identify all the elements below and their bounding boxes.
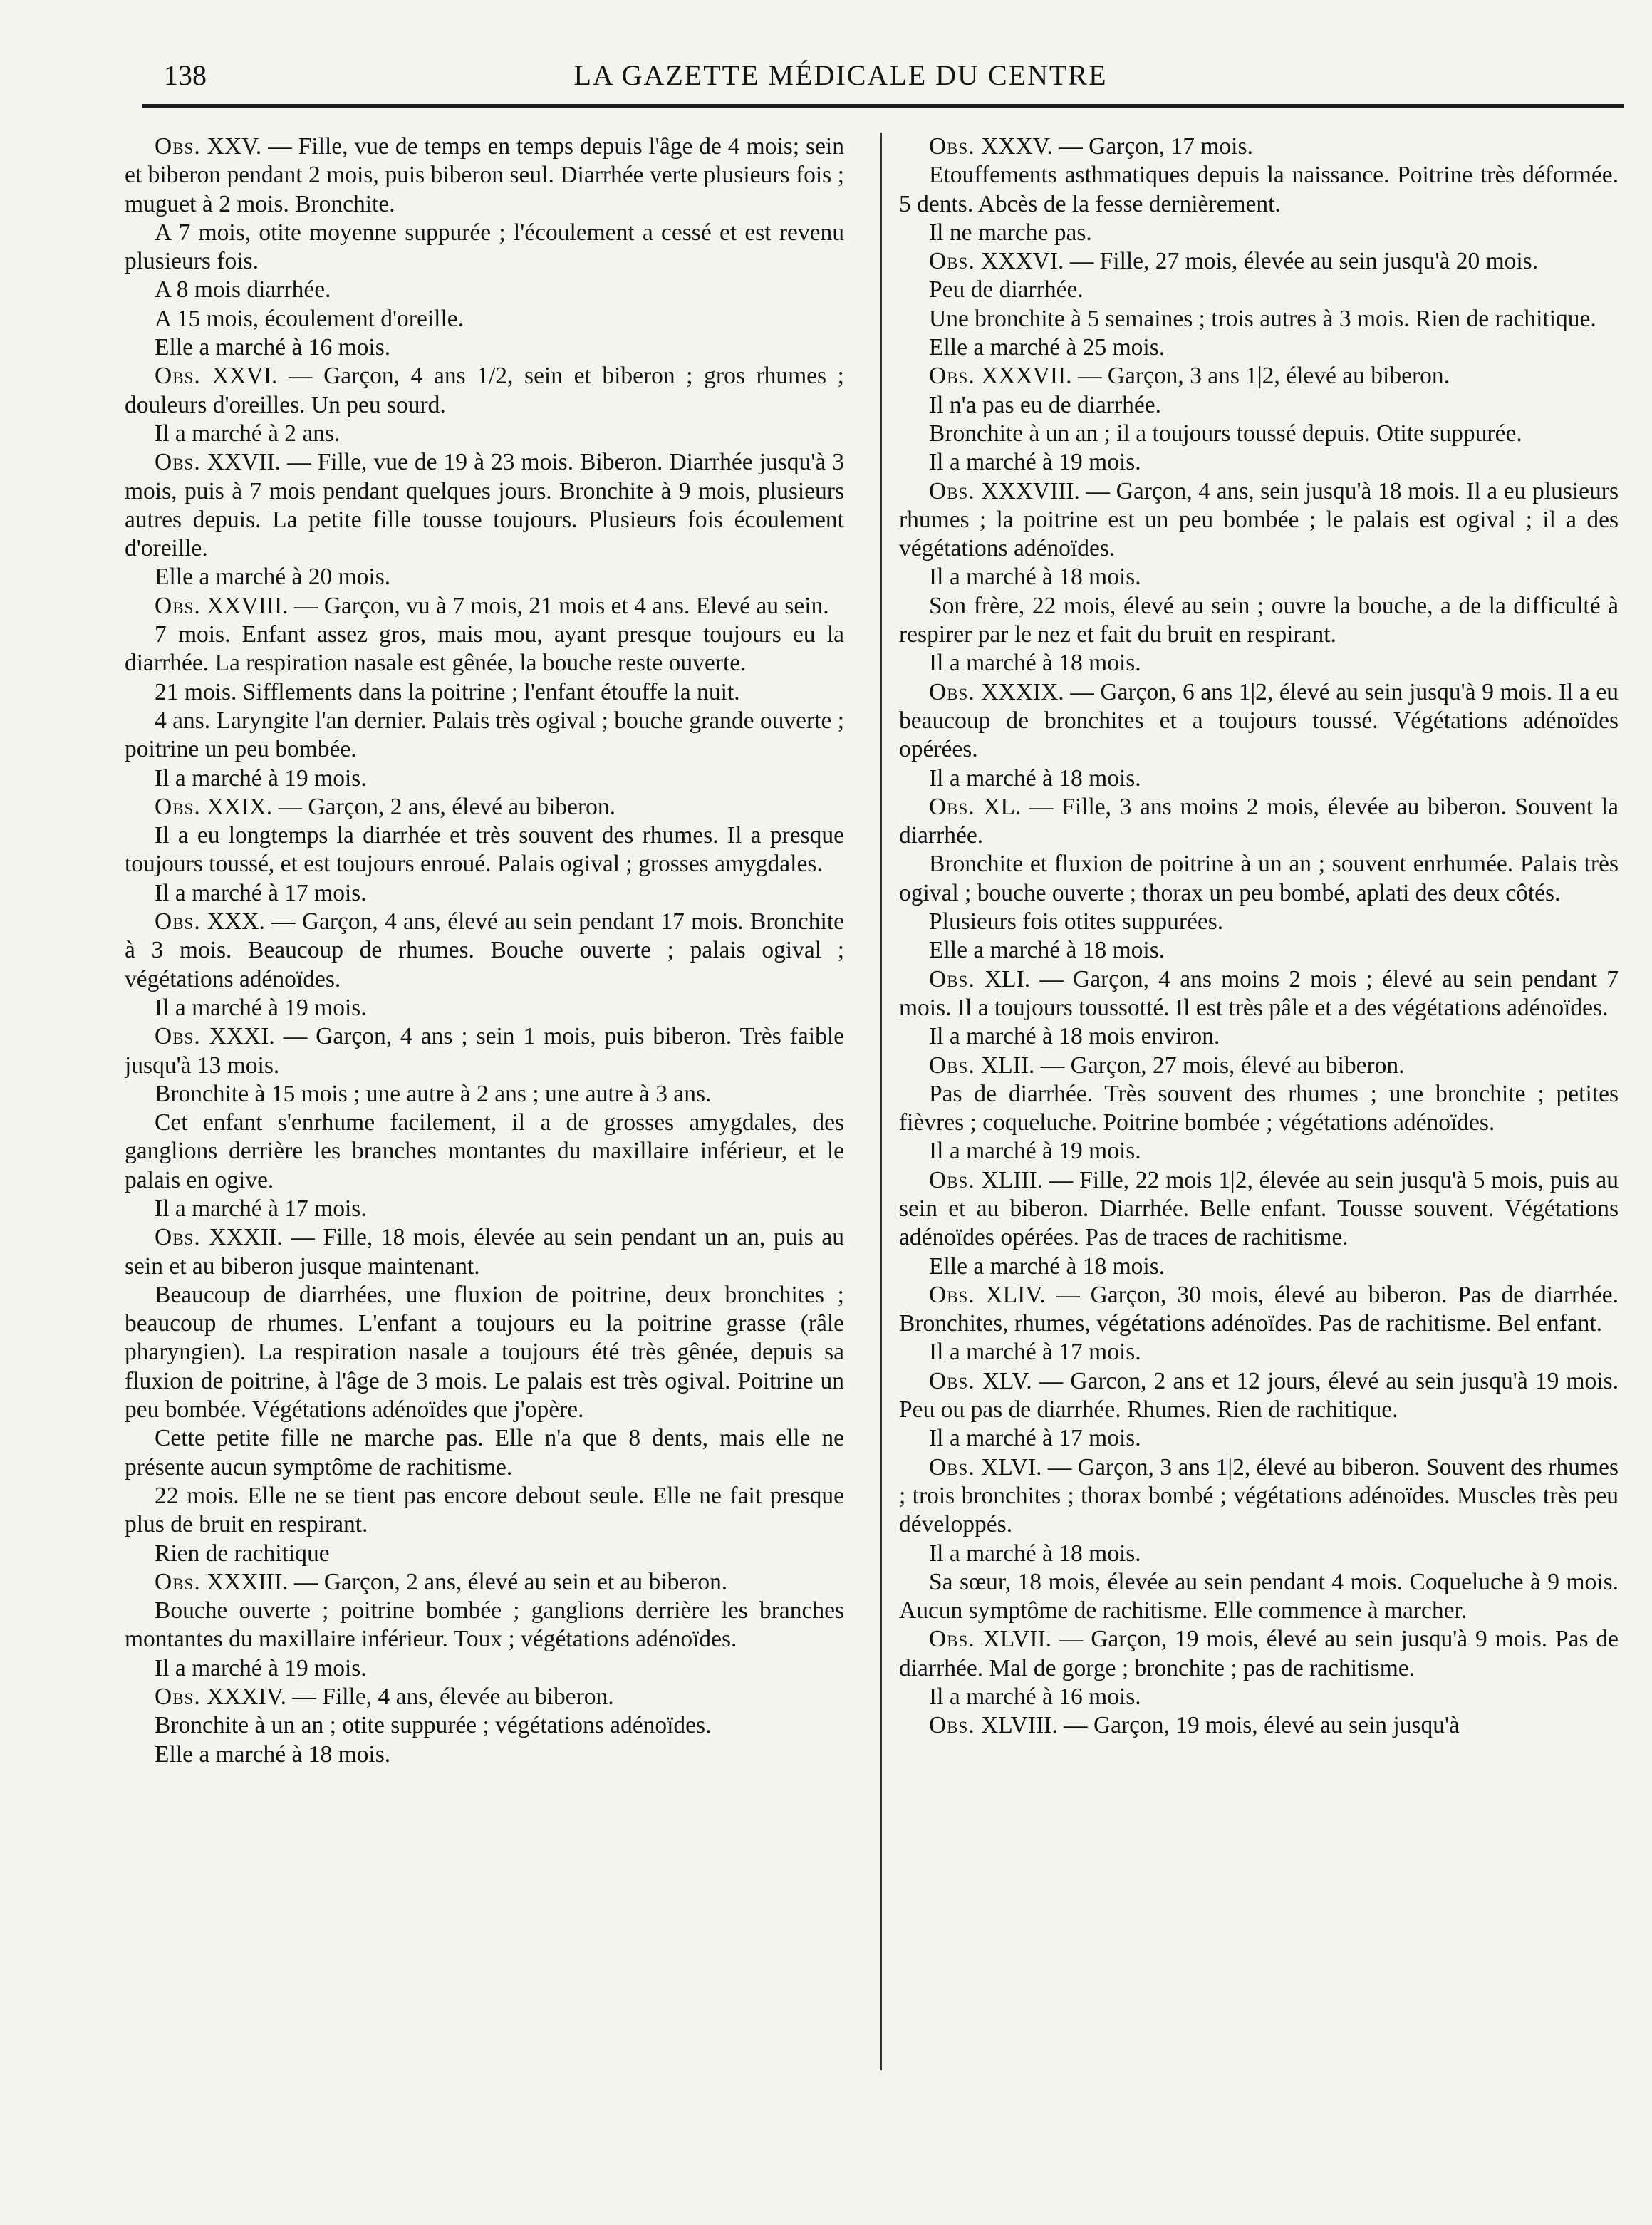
observation-heading	[125, 1683, 844, 1711]
paragraph-text: Une bronchite à 5 semaines ; trois autres à 3 mois. Rien de rachitique.	[929, 305, 1596, 332]
observation-heading	[125, 362, 844, 420]
obs-label: Obs.	[929, 248, 975, 275]
paragraph-text: Il n'a pas eu de diarrhée.	[929, 391, 1161, 418]
observation-heading	[125, 592, 844, 621]
paragraph	[899, 333, 1619, 362]
paragraph	[899, 850, 1619, 908]
obs-label: Obs.	[155, 1568, 201, 1595]
paragraph-text: Plusieurs fois otites suppurées.	[929, 908, 1224, 935]
paragraph-text: Beaucoup de diarrhées, une fluxion de poitrine, deux bronchites ; beaucoup de rhumes. L'enfant a toujours eu la poitrine grasse (râle pharyngien). La respiration nasale a toujours été très gênée, depuis sa fluxion de poitrine, à l'âge de 3 mois. Le palais est très ogival. Poitrine un peu bombée. Végétations adénoïdes que j'opère.	[125, 1281, 844, 1423]
observation-heading	[125, 1022, 844, 1080]
paragraph	[899, 592, 1619, 650]
paragraph-text: XLIV. — Garçon, 30 mois, élevé au biberon. Pas de diarrhée. Bronchites, rhumes, végétations adénoïdes. Pas de rachitisme. Bel enfant.	[899, 1281, 1619, 1337]
paragraph-text: Bouche ouverte ; poitrine bombée ; ganglions derrière les branches montantes du maxillaire inférieur. Toux ; végétations adénoïdes.	[125, 1597, 844, 1653]
paragraph-text: Il a marché à 18 mois.	[929, 764, 1141, 792]
obs-label: Obs.	[929, 133, 975, 160]
paragraph-text: XXV. — Fille, vue de temps en temps depuis l'âge de 4 mois; sein et biberon pendant 2 mois, puis biberon seul. Diarrhée verte plusieurs fois ; muguet à 2 mois. Bronchite.	[125, 133, 844, 217]
paragraph-text: 21 mois. Sifflements dans la poitrine ; l'enfant étouffe la nuit.	[155, 678, 740, 705]
paragraph-text: Bronchite à un an ; otite suppurée ; végétations adénoïdes.	[155, 1712, 712, 1739]
paragraph-text: XLVI. — Garçon, 3 ans 1|2, élevé au biberon. Souvent des rhumes ; trois bronchites ; thorax bombé ; végétations adénoïdes. Muscles très peu développés.	[899, 1453, 1619, 1538]
paragraph-text: XXVII. — Fille, vue de 19 à 23 mois. Biberon. Diarrhée jusqu'à 3 mois, puis à 7 mois pendant quelques jours. Bronchite à 9 mois, plusieurs autres depuis. La petite fille tousse toujours. Plusieurs fois écoulement d'oreille.	[125, 449, 844, 562]
observation-heading	[899, 133, 1619, 161]
paragraph-text: XXXVII. — Garçon, 3 ans 1|2, élevé au biberon.	[975, 363, 1450, 390]
paragraph-text: Elle a marché à 16 mois.	[155, 334, 391, 361]
observation-heading	[899, 1453, 1619, 1540]
paragraph	[125, 678, 844, 707]
paragraph	[899, 764, 1619, 793]
paragraph-text: A 8 mois diarrhée.	[155, 276, 331, 304]
obs-label: Obs.	[929, 363, 975, 390]
paragraph-text: Il a marché à 2 ans.	[155, 420, 341, 447]
paragraph-text: Il a marché à 18 mois.	[929, 650, 1141, 677]
paragraph-text: Il ne marche pas.	[929, 219, 1092, 246]
paragraph-text: 4 ans. Laryngite l'an dernier. Palais très ogival ; bouche grande ouverte ; poitrine un peu bombée.	[125, 707, 844, 763]
paragraph-text: Il a marché à 17 mois.	[155, 1195, 367, 1222]
observation-heading	[899, 1166, 1619, 1252]
obs-label: Obs.	[155, 793, 201, 820]
right-column	[899, 133, 1619, 2099]
paragraph-text: Il a marché à 17 mois.	[155, 879, 367, 906]
paragraph	[899, 276, 1619, 304]
observation-heading	[899, 247, 1619, 276]
paragraph	[899, 1540, 1619, 1568]
obs-label: Obs.	[929, 1712, 975, 1739]
paragraph-text: Il a marché à 18 mois.	[929, 564, 1141, 591]
paragraph	[899, 563, 1619, 591]
paragraph-text: Elle a marché à 25 mois.	[929, 334, 1165, 361]
paragraph	[125, 879, 844, 908]
obs-label: Obs.	[155, 133, 201, 160]
paragraph	[899, 1022, 1619, 1051]
obs-label: Obs.	[155, 1684, 201, 1711]
paragraph-text: Cet enfant s'enrhume facilement, il a de grosses amygdales, des ganglions derrière les branches montantes du maxillaire inférieur, et le palais en ogive.	[125, 1109, 844, 1193]
paragraph	[899, 1338, 1619, 1366]
paragraph-text: XXXIV. — Fille, 4 ans, élevée au biberon.	[200, 1684, 614, 1711]
paragraph-text: Il a marché à 19 mois.	[155, 764, 367, 792]
paragraph	[899, 1080, 1619, 1138]
paragraph-text: Il a marché à 19 mois.	[155, 1654, 367, 1681]
paragraph-text: XLIII. — Fille, 22 mois 1|2, élevée au sein jusqu'à 5 mois, puis au sein et au biberon. Diarrhée. Belle enfant. Tousse souvent. Végétations adénoïdes opérées. Pas de traces de rachitisme.	[899, 1166, 1619, 1251]
paragraph-text: XXXIX. — Garçon, 6 ans 1|2, élevé au sein jusqu'à 9 mois. Il a eu beaucoup de bronchites et a toujours toussé. Végétations adénoïdes opérées.	[899, 678, 1619, 763]
obs-label: Obs.	[929, 1626, 975, 1653]
paragraph-text: Bronchite à 15 mois ; une autre à 2 ans ; une autre à 3 ans.	[155, 1080, 712, 1107]
paragraph	[899, 908, 1619, 936]
paragraph	[899, 161, 1619, 219]
paragraph-text: Il a marché à 18 mois environ.	[929, 1023, 1220, 1050]
paragraph	[899, 936, 1619, 965]
observation-heading	[899, 793, 1619, 851]
paragraph-text: XLI. — Garçon, 4 ans moins 2 mois ; élevé au sein pendant 7 mois. Il a toujours toussotté. Il est très pâle et a des végétations adénoïdes.	[899, 965, 1619, 1021]
paragraph	[899, 1683, 1619, 1711]
paragraph	[899, 1424, 1619, 1453]
paragraph-text: Il a marché à 17 mois.	[929, 1425, 1141, 1452]
obs-label: Obs.	[929, 1052, 975, 1079]
paragraph-text: Il a eu longtemps la diarrhée et très souvent des rhumes. Il a presque toujours toussé, et est toujours enroué. Palais ogival ; grosses amygdales.	[125, 822, 844, 878]
paragraph	[125, 621, 844, 678]
column-divider	[880, 133, 882, 2070]
obs-label: Obs.	[155, 592, 201, 619]
paragraph-text: 7 mois. Enfant assez gros, mais mou, ayant presque toujours eu la diarrhée. La respiration nasale est gênée, la bouche reste ouverte.	[125, 621, 844, 677]
paragraph-text: Il a marché à 17 mois.	[929, 1339, 1141, 1366]
paragraph-text: XLV. — Garcon, 2 ans et 12 jours, élevé au sein jusqu'à 19 mois. Peu ou pas de diarrhée. Rhumes. Rien de rachitique.	[899, 1367, 1619, 1423]
paragraph	[125, 1741, 844, 1769]
observation-heading	[899, 1052, 1619, 1080]
paragraph-text: A 7 mois, otite moyenne suppurée ; l'écoulement a cessé et est revenu plusieurs fois.	[125, 219, 844, 275]
paragraph-text: XXXIII. — Garçon, 2 ans, élevé au sein et au biberon.	[200, 1568, 728, 1595]
paragraph	[125, 333, 844, 362]
paragraph	[899, 448, 1619, 477]
paragraph	[125, 1540, 844, 1568]
paragraph	[899, 420, 1619, 448]
paragraph-text: Elle a marché à 18 mois.	[929, 1252, 1165, 1280]
paragraph	[125, 219, 844, 276]
left-column	[125, 133, 844, 2099]
observation-heading	[125, 908, 844, 994]
paragraph	[125, 276, 844, 304]
paragraph-text: Bronchite et fluxion de poitrine à un an ; souvent enrhumée. Palais très ogival ; bouche ouverte ; thorax un peu bombé, aplati des deux côtés.	[899, 851, 1619, 906]
paragraph	[125, 1281, 844, 1424]
paragraph	[125, 305, 844, 333]
paragraph-text: Elle a marché à 18 mois.	[929, 937, 1165, 964]
running-title: LA GAZETTE MÉDICALE DU CENTRE	[573, 59, 1108, 91]
paragraph-text: Bronchite à un an ; il a toujours toussé depuis. Otite suppurée.	[929, 420, 1522, 447]
observation-heading	[899, 477, 1619, 564]
observation-heading	[125, 793, 844, 821]
obs-label: Obs.	[929, 1367, 975, 1394]
obs-label: Obs.	[929, 1166, 975, 1193]
paragraph-text: XXXII. — Fille, 18 mois, élevée au sein pendant un an, puis au sein et au biberon jusque maintenant.	[125, 1224, 844, 1280]
obs-label: Obs.	[155, 1224, 201, 1251]
paragraph-text: Il a marché à 19 mois.	[929, 1138, 1141, 1165]
paragraph-text: XLVII. — Garçon, 19 mois, élevé au sein jusqu'à 9 mois. Pas de diarrhée. Mal de gorge ; bronchite ; pas de rachitisme.	[899, 1626, 1619, 1681]
obs-label: Obs.	[929, 965, 975, 992]
header-rule	[142, 104, 1624, 108]
observation-heading	[125, 448, 844, 563]
paragraph-text: XXXV. — Garçon, 17 mois.	[975, 133, 1253, 160]
paragraph	[125, 1597, 844, 1654]
obs-label: Obs.	[929, 793, 975, 820]
paragraph-text: XLII. — Garçon, 27 mois, élevé au biberon.	[975, 1052, 1405, 1079]
paragraph	[899, 1137, 1619, 1166]
paragraph-text: XXVIII. — Garçon, vu à 7 mois, 21 mois et 4 ans. Elevé au sein.	[200, 592, 829, 619]
paragraph-text: Elle a marché à 18 mois.	[155, 1741, 391, 1768]
paragraph-text: XXIX. — Garçon, 2 ans, élevé au biberon.	[200, 793, 616, 820]
paragraph-text: XXVI. — Garçon, 4 ans 1/2, sein et biberon ; gros rhumes ; douleurs d'oreilles. Un peu sourd.	[125, 363, 844, 418]
paragraph-text: Sa sœur, 18 mois, élevée au sein pendant 4 mois. Coqueluche à 9 mois. Aucun symptôme de rachitisme. Elle commence à marcher.	[899, 1568, 1619, 1624]
paragraph	[125, 1711, 844, 1740]
observation-heading	[899, 965, 1619, 1023]
observation-heading	[125, 133, 844, 219]
paragraph-text: XXXVIII. — Garçon, 4 ans, sein jusqu'à 18 mois. Il a eu plusieurs rhumes ; la poitrine est un peu bombée ; le palais est ogival ; il a des végétations adénoïdes.	[899, 477, 1619, 562]
paragraph	[125, 707, 844, 764]
paragraph	[125, 1195, 844, 1223]
paragraph	[125, 994, 844, 1022]
paragraph	[899, 649, 1619, 678]
paragraph	[899, 219, 1619, 247]
observation-heading	[125, 1568, 844, 1597]
paragraph	[125, 1654, 844, 1683]
paragraph-text: 22 mois. Elle ne se tient pas encore debout seule. Elle ne fait presque plus de bruit en respirant.	[125, 1482, 844, 1538]
paragraph-text: Il a marché à 18 mois.	[929, 1540, 1141, 1567]
page-number: 138	[164, 59, 207, 91]
obs-label: Obs.	[155, 908, 201, 935]
paragraph-text: Peu de diarrhée.	[929, 276, 1084, 304]
paragraph-text: XXX. — Garçon, 4 ans, élevé au sein pendant 17 mois. Bronchite à 3 mois. Beaucoup de rhumes. Bouche ouverte ; palais ogival ; végétations adénoïdes.	[125, 908, 844, 992]
obs-label: Obs.	[155, 1023, 201, 1050]
obs-label: Obs.	[155, 449, 201, 476]
paragraph-text: Il a marché à 19 mois.	[929, 449, 1141, 476]
paragraph	[899, 1252, 1619, 1281]
paragraph	[125, 420, 844, 448]
obs-label: Obs.	[929, 1281, 975, 1308]
observation-heading	[899, 1711, 1619, 1740]
paragraph	[125, 1482, 844, 1540]
paragraph	[125, 1080, 844, 1109]
page-header	[142, 51, 1539, 94]
paragraph-text: Cette petite fille ne marche pas. Elle n'a que 8 dents, mais elle ne présente aucun symptôme de rachitisme.	[125, 1425, 844, 1480]
obs-label: Obs.	[155, 363, 201, 390]
observation-heading	[125, 1223, 844, 1281]
paragraph-text: Son frère, 22 mois, élevé au sein ; ouvre la bouche, a de la difficulté à respirer par le nez et fait du bruit en respirant.	[899, 592, 1619, 648]
paragraph-text: XXXVI. — Fille, 27 mois, élevée au sein jusqu'à 20 mois.	[975, 248, 1539, 275]
paragraph	[899, 1568, 1619, 1626]
obs-label: Obs.	[929, 678, 975, 705]
paragraph	[125, 764, 844, 793]
paragraph	[125, 1109, 844, 1195]
paragraph	[125, 1424, 844, 1482]
paragraph-text: XLVIII. — Garçon, 19 mois, élevé au sein jusqu'à	[975, 1712, 1460, 1739]
observation-heading	[899, 678, 1619, 764]
paragraph-text: XXXI. — Garçon, 4 ans ; sein 1 mois, puis biberon. Très faible jusqu'à 13 mois.	[125, 1023, 844, 1079]
paragraph-text: XL. — Fille, 3 ans moins 2 mois, élevée au biberon. Souvent la diarrhée.	[899, 793, 1619, 849]
observation-heading	[899, 1367, 1619, 1425]
observation-heading	[899, 362, 1619, 390]
paragraph-text: Il a marché à 19 mois.	[155, 994, 367, 1021]
observation-heading	[899, 1625, 1619, 1683]
paragraph	[125, 821, 844, 879]
paragraph-text: Il a marché à 16 mois.	[929, 1684, 1141, 1711]
observation-heading	[899, 1281, 1619, 1339]
paragraph	[125, 563, 844, 591]
paragraph-text: A 15 mois, écoulement d'oreille.	[155, 305, 464, 332]
paragraph	[899, 305, 1619, 333]
obs-label: Obs.	[929, 477, 975, 504]
paragraph-text: Pas de diarrhée. Très souvent des rhumes ; une bronchite ; petites fièvres ; coqueluche. Poitrine bombée ; végétations adénoïdes.	[899, 1080, 1619, 1136]
paragraph-text: Rien de rachitique	[155, 1540, 330, 1567]
paragraph-text: Elle a marché à 20 mois.	[155, 564, 391, 591]
paragraph	[899, 391, 1619, 420]
paragraph-text: Etouffements asthmatiques depuis la naissance. Poitrine très déformée. 5 dents. Abcès de la fesse dernièrement.	[899, 162, 1619, 217]
obs-label: Obs.	[929, 1453, 975, 1480]
